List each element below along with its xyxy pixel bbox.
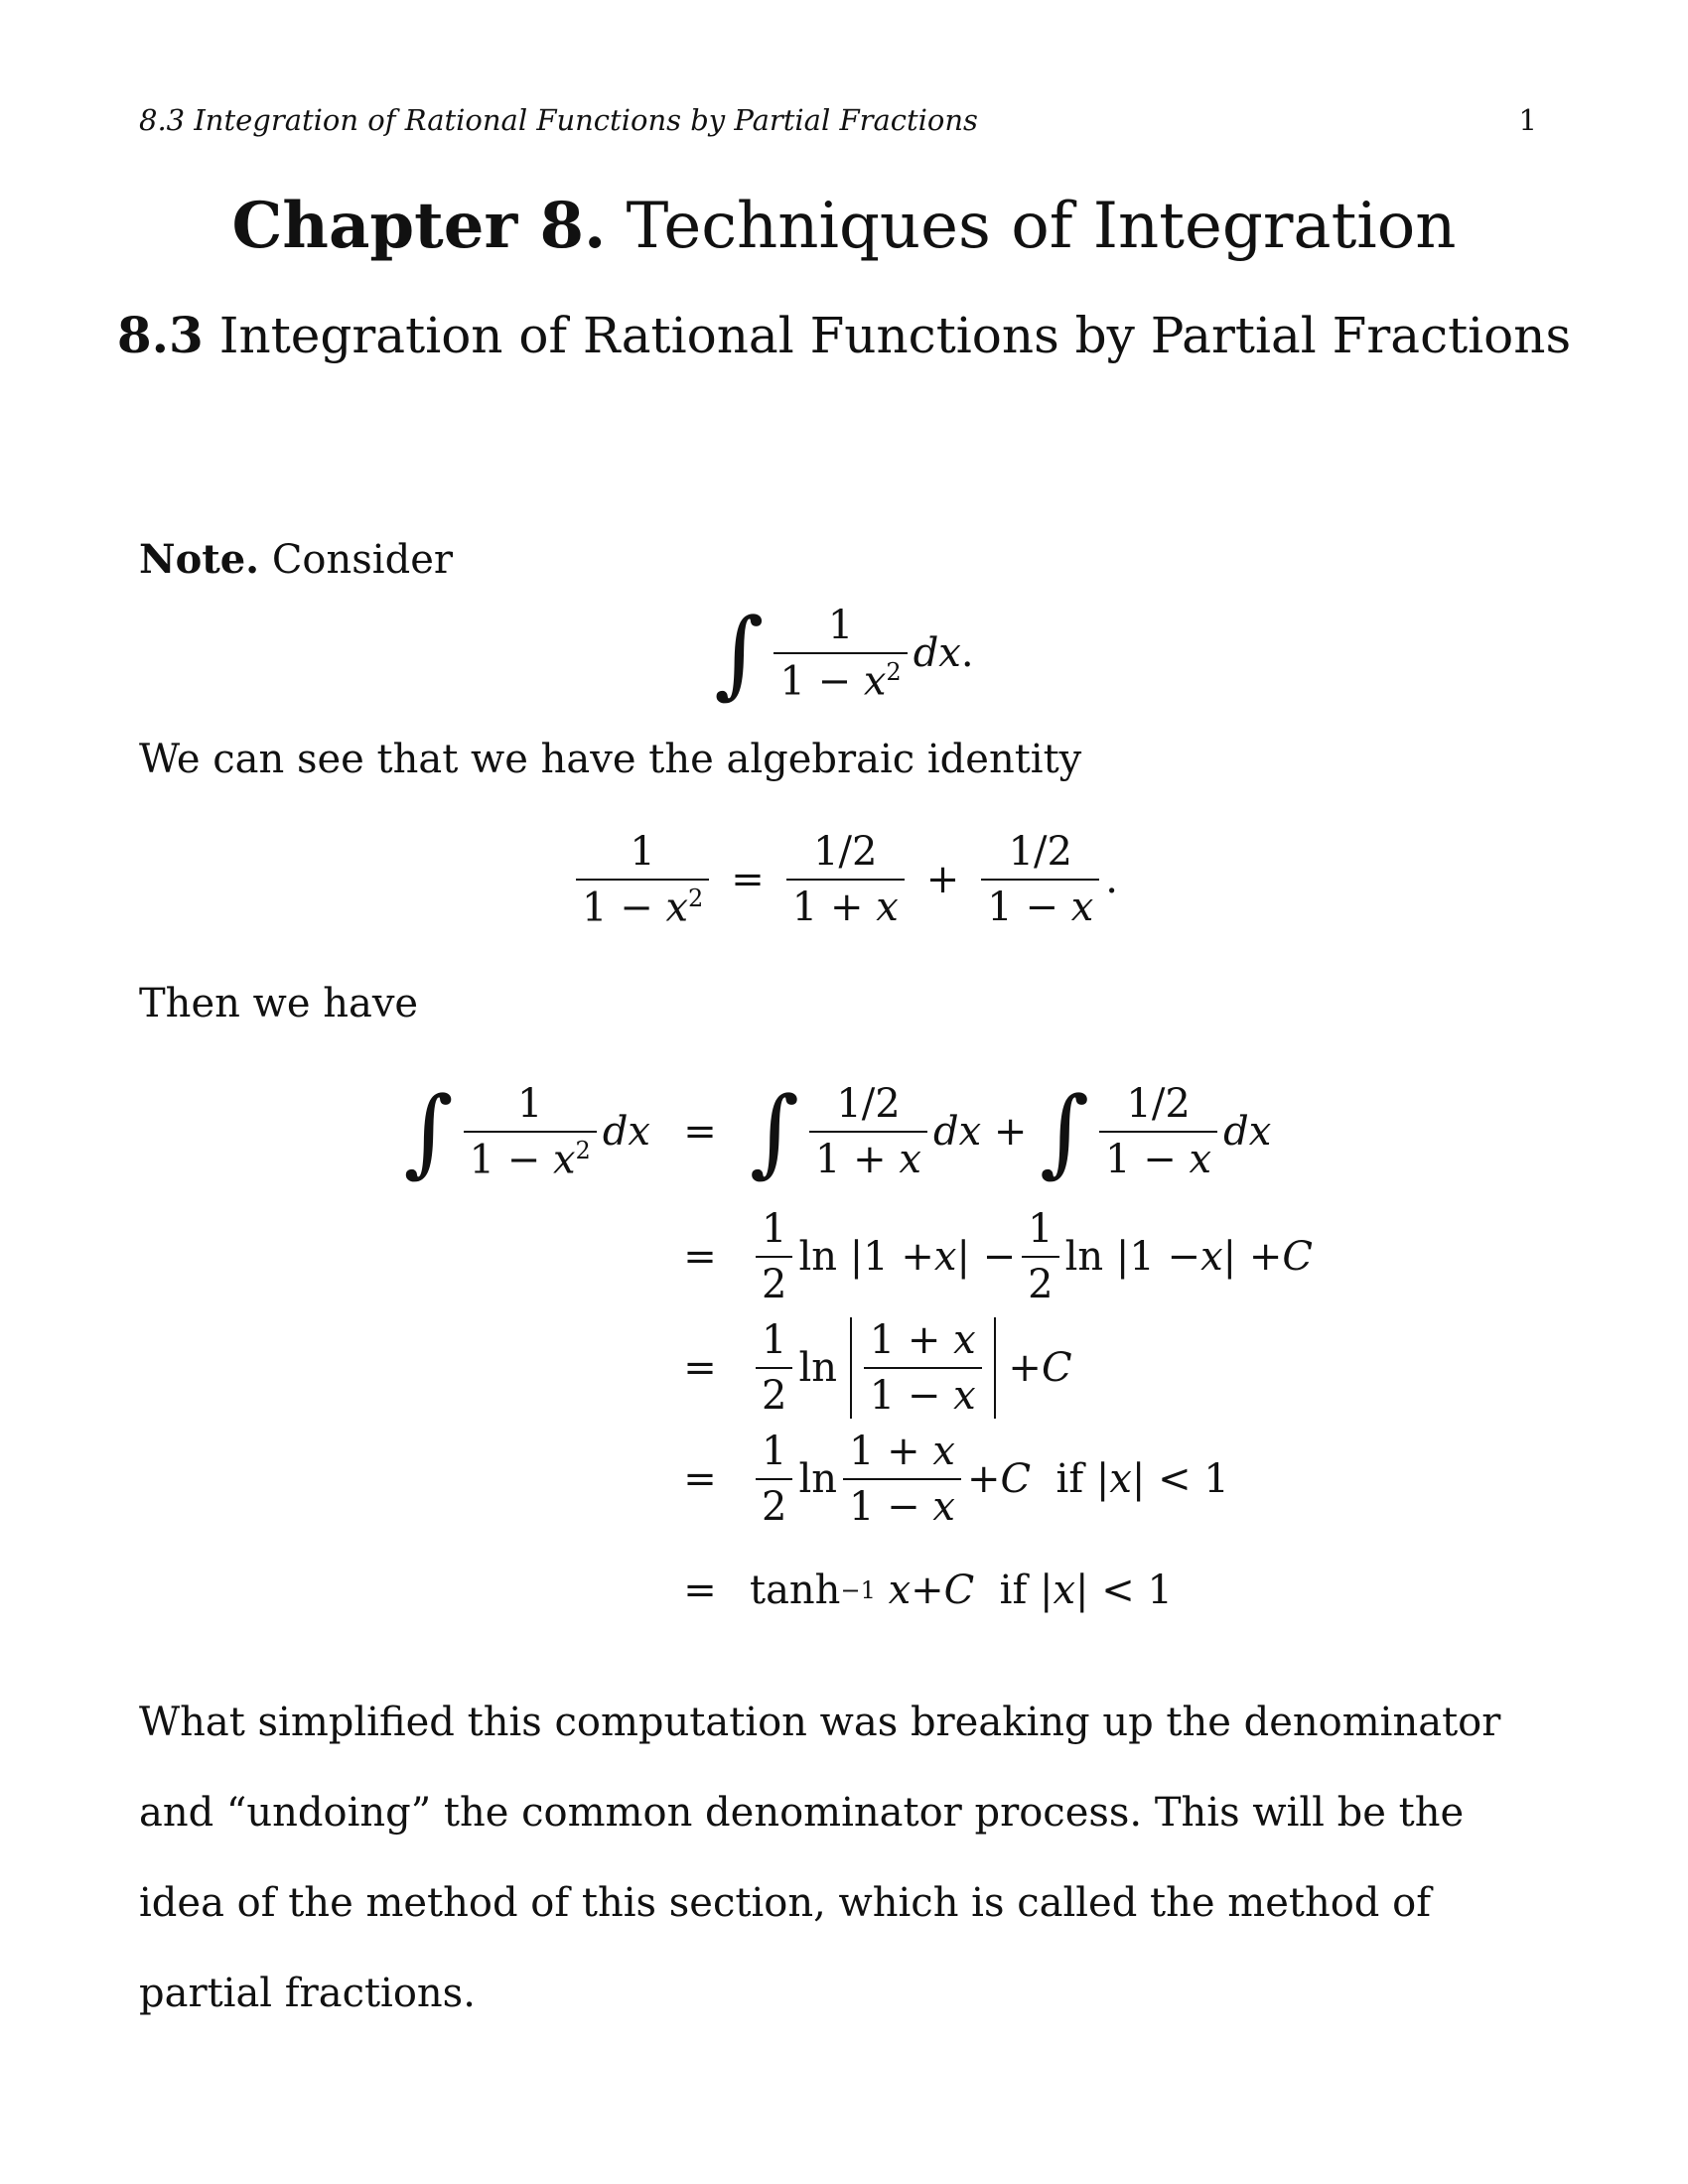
then-text: Then we have: [139, 981, 419, 1026]
equation-row: = $\frac{1}{2}$ ln $\frac{1 + x}{1 - x}$ + C: [683, 1317, 1072, 1419]
equation-row: = $\frac{1}{2}$ ln |1 + x | − $\frac{1}{2}$ ln |1 − x | + C: [683, 1206, 1313, 1307]
equation-row: ∫ $\frac{1}{1 - x^2}$ dx = ∫ $\frac{1/2}{1 + x}$ dx + ∫ $\frac{1/2}{1 - x}$ dx: [403, 1075, 1272, 1187]
running-head: 8.3 Integration of Rational Functions by Partial Fractions: [139, 103, 978, 137]
equation-row: = tanh −1 x + C if | x | < 1: [683, 1568, 1173, 1613]
section-title: [0, 306, 1688, 364]
derivation-equations: [367, 1062, 1313, 1646]
section-number: 8.3: [116, 306, 204, 364]
note-text: Consider: [271, 537, 453, 583]
note-paragraph: [139, 536, 453, 583]
chapter-title: [0, 189, 1688, 263]
equation-row: = $\frac{1}{2}$ ln $\frac{1 + x}{1 - x}$ + C if | x | < 1: [683, 1429, 1229, 1530]
note-label: Note.: [139, 536, 260, 583]
closing-paragraph: What simplified this computation was breaking up the denominator and “undoing” the common denominator process. This will be the idea of the method of this section, which is called the method of partial fractions.: [139, 1700, 1501, 2016]
identity-intro: We can see that we have the algebraic identity: [139, 737, 1082, 782]
chapter-label: Chapter 8.: [231, 189, 607, 263]
section-name: Integration of Rational Functions by Partial Fractions: [218, 307, 1572, 364]
chapter-name: Techniques of Integration: [626, 190, 1457, 263]
identity-display: $\frac{1}{1 - x^2}$ = $\frac{1/2}{1 + x}$ + $\frac{1/2}{1 - x}$ .: [0, 820, 1688, 939]
page-number: 1: [1518, 103, 1537, 137]
integral-display: ∫ $\frac{1}{1 - x^2}$ dx .: [714, 598, 974, 709]
